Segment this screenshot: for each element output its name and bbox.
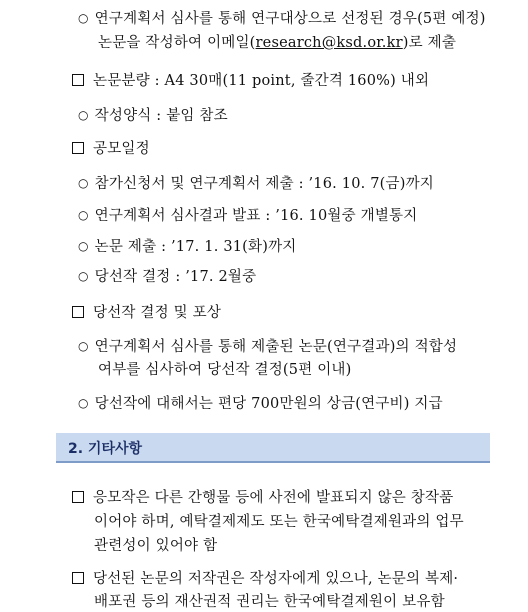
schedule-item <box>78 236 297 257</box>
item-text: 당선된 논문의 저작권은 작성자에게 있으나, 논문의 복제· <box>93 571 459 587</box>
bullet-continuation <box>98 33 456 53</box>
item-text: 배포권 등의 재산권적 권리는 한국예탁결제원이 보유함 <box>94 594 445 610</box>
heading-paper-length <box>72 71 429 91</box>
circle-bullet-icon: ○ <box>78 269 89 283</box>
circle-bullet-icon: ○ <box>78 11 89 25</box>
bullet-text: 작성양식 : 붙임 참조 <box>94 108 228 124</box>
section-header-bar <box>56 433 490 463</box>
award-item <box>78 336 457 357</box>
bullet-continuation <box>98 360 351 380</box>
bullet-text: 당선작 결정 : ’17. 2월중 <box>94 269 257 285</box>
heading-schedule <box>72 139 150 159</box>
bullet-text: 당선작에 대해서는 편당 700만원의 상금(연구비) 지급 <box>94 396 443 412</box>
bullet-text: 여부를 심사하여 당선작 결정(5편 이내) <box>98 362 352 378</box>
schedule-item <box>78 173 434 194</box>
circle-bullet-icon: ○ <box>78 176 89 190</box>
heading-text: 논문분량 : A4 30매(11 point, 줄간격 160%) 내외 <box>93 73 430 89</box>
misc-item-continuation <box>94 512 464 532</box>
bullet-text: )로 제출 <box>402 35 457 51</box>
bullet-text: 참가신청서 및 연구계획서 제출 : ’16. 10. 7(금)까지 <box>94 176 434 192</box>
misc-item-continuation <box>94 592 445 612</box>
square-bullet-icon <box>72 306 84 318</box>
heading-text: 당선작 결정 및 포상 <box>93 305 222 321</box>
bullet-text: 연구계획서 심사를 통해 연구대상으로 선정된 경우(5편 예정) <box>94 11 486 27</box>
bullet-text: 논문을 작성하여 이메일( <box>98 35 256 51</box>
heading-award <box>72 303 221 323</box>
item-text: 이어야 하며, 예탁결제제도 또는 한국예탁결제원과의 업무 <box>94 514 464 530</box>
square-bullet-icon <box>72 142 84 154</box>
square-bullet-icon <box>72 74 84 86</box>
misc-item-continuation <box>94 536 217 556</box>
circle-bullet-icon: ○ <box>78 339 89 353</box>
bullet-item-style <box>78 105 228 126</box>
circle-bullet-icon: ○ <box>78 208 89 222</box>
square-bullet-icon <box>72 572 84 584</box>
square-bullet-icon <box>72 491 84 503</box>
circle-bullet-icon: ○ <box>78 239 89 253</box>
bullet-item-research-plan <box>78 8 486 29</box>
misc-item <box>72 488 453 508</box>
bullet-text: 논문 제출 : ’17. 1. 31(화)까지 <box>94 239 297 255</box>
schedule-item <box>78 266 256 287</box>
item-text: 관련성이 있어야 함 <box>94 538 218 554</box>
heading-text: 공모일정 <box>93 141 150 157</box>
email-link[interactable]: research@ksd.or.kr <box>255 35 403 51</box>
item-text: 응모작은 다른 간행물 등에 사전에 발표되지 않은 창작품 <box>93 490 454 506</box>
schedule-item <box>78 205 417 226</box>
misc-item <box>72 569 458 589</box>
bullet-text: 연구계획서 심사결과 발표 : ’16. 10월중 개별통지 <box>94 208 418 224</box>
section-title: 2. 기타사항 <box>68 441 143 457</box>
circle-bullet-icon: ○ <box>78 396 89 410</box>
bullet-text: 연구계획서 심사를 통해 제출된 논문(연구결과)의 적합성 <box>94 339 458 355</box>
award-item <box>78 393 443 414</box>
circle-bullet-icon: ○ <box>78 108 89 122</box>
